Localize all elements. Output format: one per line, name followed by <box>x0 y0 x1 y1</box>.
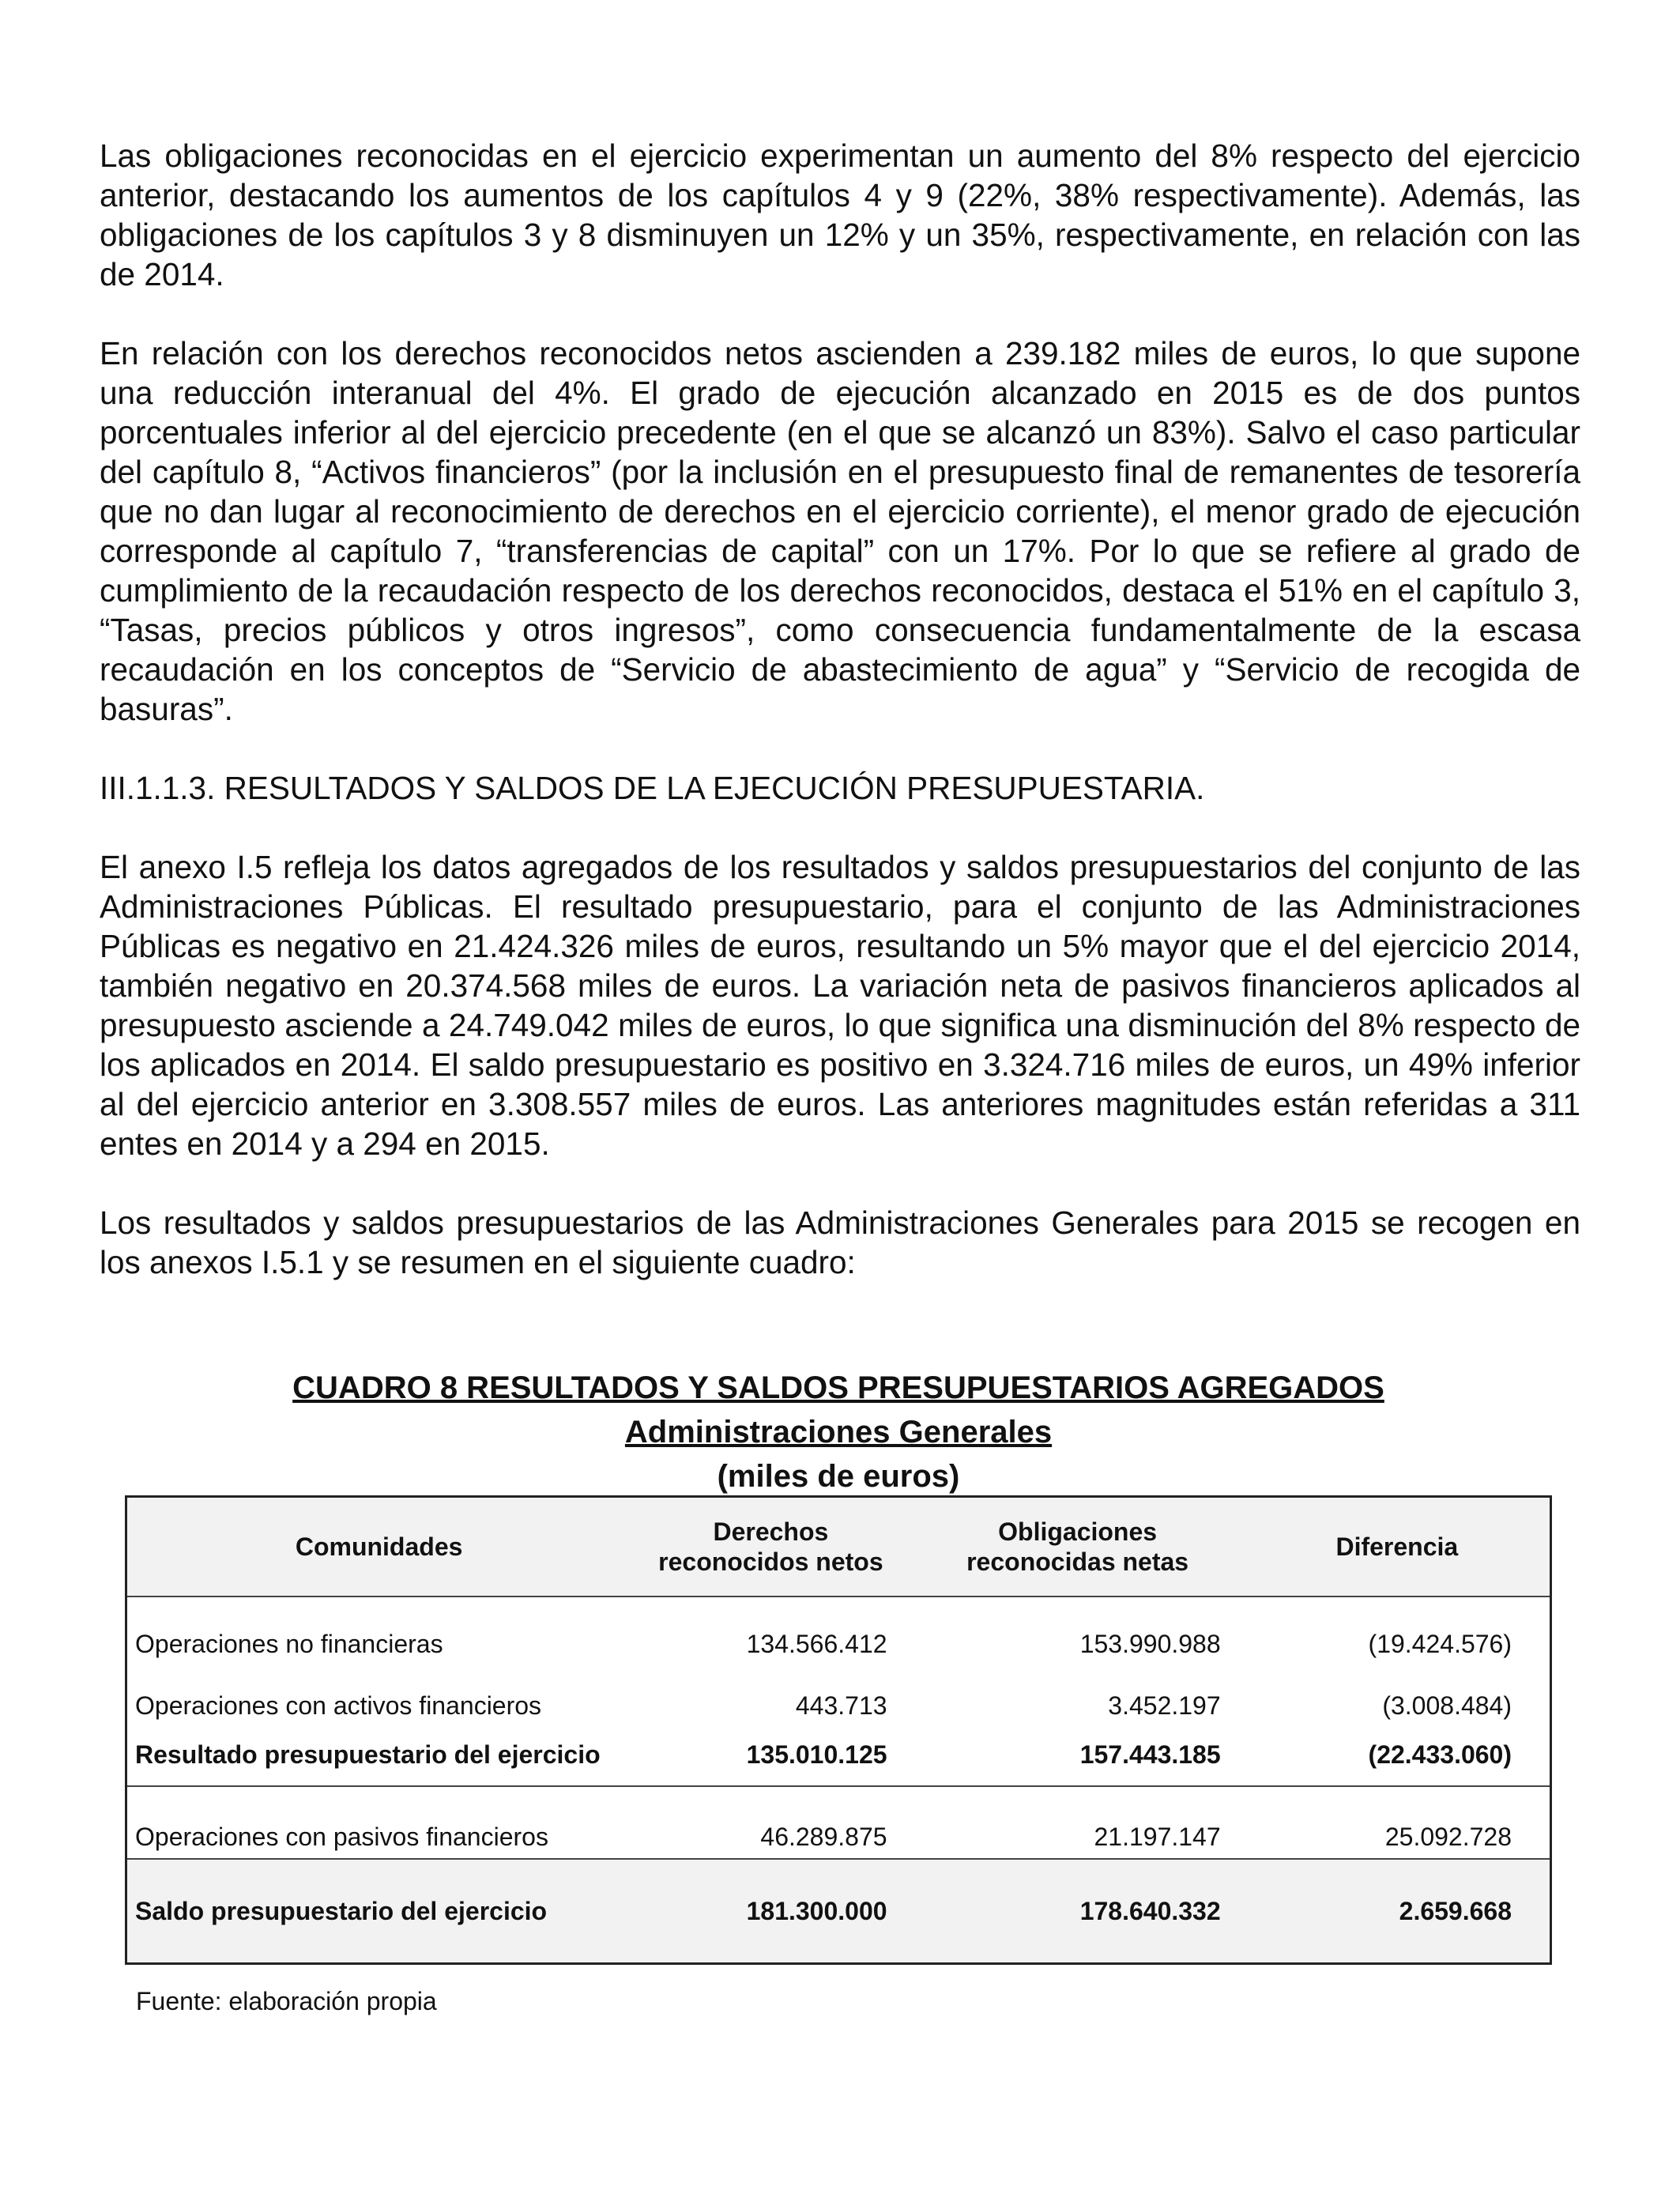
paragraph-derechos: En relación con los derechos reconocidos netos ascienden a 239.182 miles de euros, lo que supone una reducción interanual del 4%. El grado de ejecución alcanzado en 2015 es de dos puntos porcentuales inferior al del ejercicio precedente (en el que se alcanzó un 83%). Salvo el caso particular del capítulo 8, “Activos financieros” (por la inclusión en el presupuesto final de remanentes de tesorería que no dan lugar al reconocimiento de derechos en el ejercicio corriente), el menor grado de ejecución corresponde al capítulo 7, “transferencias de capital” con un 17%. Por lo que se refiere al grado de cumplimiento de la recaudación respecto de los derechos reconocidos, destaca el 51% en el capítulo 3, “Tasas, precios públicos y otros ingresos”, como consecuencia fundamentalmente de la escasa recaudación en los conceptos de “Servicio de abastecimiento de agua” y “Servicio de recogida de basuras”. <box>100 335 1580 727</box>
table-title: CUADRO 8 RESULTADOS Y SALDOS PRESUPUESTARIOS AGREGADOS <box>292 1370 1384 1405</box>
row-label: Resultado presupuestario del ejercicio <box>126 1724 631 1786</box>
row-diferencia: 25.092.728 <box>1384 1823 1512 1851</box>
section-heading: III.1.1.3. RESULTADOS Y SALDOS DE LA EJECUCIÓN PRESUPUESTARIA. <box>100 770 1205 806</box>
header-derechos <box>631 1497 910 1597</box>
row-derechos: 181.300.000 <box>631 1859 910 1964</box>
row-obligaciones: 178.640.332 <box>911 1859 1245 1964</box>
row-label: Operaciones con activos financieros <box>135 1691 542 1720</box>
table-titles <box>125 1366 1552 1498</box>
row-obligaciones: 153.990.988 <box>1079 1630 1221 1658</box>
row-derechos: 134.566.412 <box>746 1630 887 1658</box>
row-diferencia: (19.424.576) <box>1368 1630 1512 1658</box>
paragraph-anexo: El anexo I.5 refleja los datos agregados de los resultados y saldos presupuestarios del conjunto de las Administraciones Públicas. El resultado presupuestario, para el conjunto de las Administraciones Públicas es negativo en 21.424.326 miles de euros, resultando un 5% mayor que el del ejercicio 2014, también negativo en 20.374.568 miles de euros. La variación neta de pasivos financieros aplicados al presupuesto asciende a 24.749.042 miles de euros, lo que significa una disminución del 8% respecto de los aplicados en 2014. El saldo presupuestario es positivo en 3.324.716 miles de euros, un 49% inferior al del ejercicio anterior en 3.308.557 miles de euros. Las anteriores magnitudes están referidas a 311 entes en 2014 y a 294 en 2015. <box>100 849 1580 1162</box>
row-derechos: 135.010.125 <box>631 1724 910 1786</box>
row-diferencia: (22.433.060) <box>1245 1724 1551 1786</box>
table-row-resultado <box>126 1724 1551 1786</box>
table-source: Fuente: elaboración propia <box>136 1987 437 2015</box>
table-header-row <box>126 1497 1551 1597</box>
paragraph-resumen: Los resultados y saldos presupuestarios de las Administraciones Generales para 2015 se recogen en los anexos I.5.1 y se resumen en el siguiente cuadro: <box>100 1204 1580 1280</box>
row-derechos: 443.713 <box>795 1691 887 1720</box>
header-derechos-line1: Derechos <box>713 1517 829 1546</box>
header-obligaciones-line1: Obligaciones <box>998 1517 1158 1546</box>
row-label: Operaciones con pasivos financieros <box>135 1823 548 1851</box>
row-derechos: 46.289.875 <box>760 1823 887 1851</box>
row-obligaciones: 3.452.197 <box>1108 1691 1221 1720</box>
table-unit: (miles de euros) <box>717 1459 960 1494</box>
header-obligaciones <box>911 1497 1245 1597</box>
table-row <box>126 1786 1551 1859</box>
row-diferencia: 2.659.668 <box>1245 1859 1551 1964</box>
row-label: Saldo presupuestario del ejercicio <box>126 1859 631 1964</box>
header-comunidades: Comunidades <box>126 1497 631 1597</box>
row-diferencia: (3.008.484) <box>1382 1691 1512 1720</box>
document-body <box>100 136 1580 1321</box>
header-obligaciones-line2: reconocidas netas <box>966 1547 1189 1576</box>
row-obligaciones: 21.197.147 <box>1094 1823 1221 1851</box>
row-obligaciones: 157.443.185 <box>911 1724 1245 1786</box>
row-label: Operaciones no financieras <box>135 1630 443 1658</box>
header-diferencia: Diferencia <box>1245 1497 1551 1597</box>
header-derechos-line2: reconocidos netos <box>658 1547 883 1576</box>
paragraph-obligaciones: Las obligaciones reconocidas en el ejercicio experimentan un aumento del 8% respecto del ejercicio anterior, destacando los aumentos de los capítulos 4 y 9 (22%, 38% respectivamente). Además, las obligaciones de los capítulos 3 y 8 disminuyen un 12% y un 35%, respectivamente, en relación con las de 2014. <box>100 138 1580 292</box>
results-table <box>125 1495 1552 1965</box>
table-row <box>126 1665 1551 1724</box>
table-subtitle: Administraciones Generales <box>624 1415 1053 1449</box>
table-row-saldo <box>126 1859 1551 1964</box>
table-row <box>126 1596 1551 1665</box>
